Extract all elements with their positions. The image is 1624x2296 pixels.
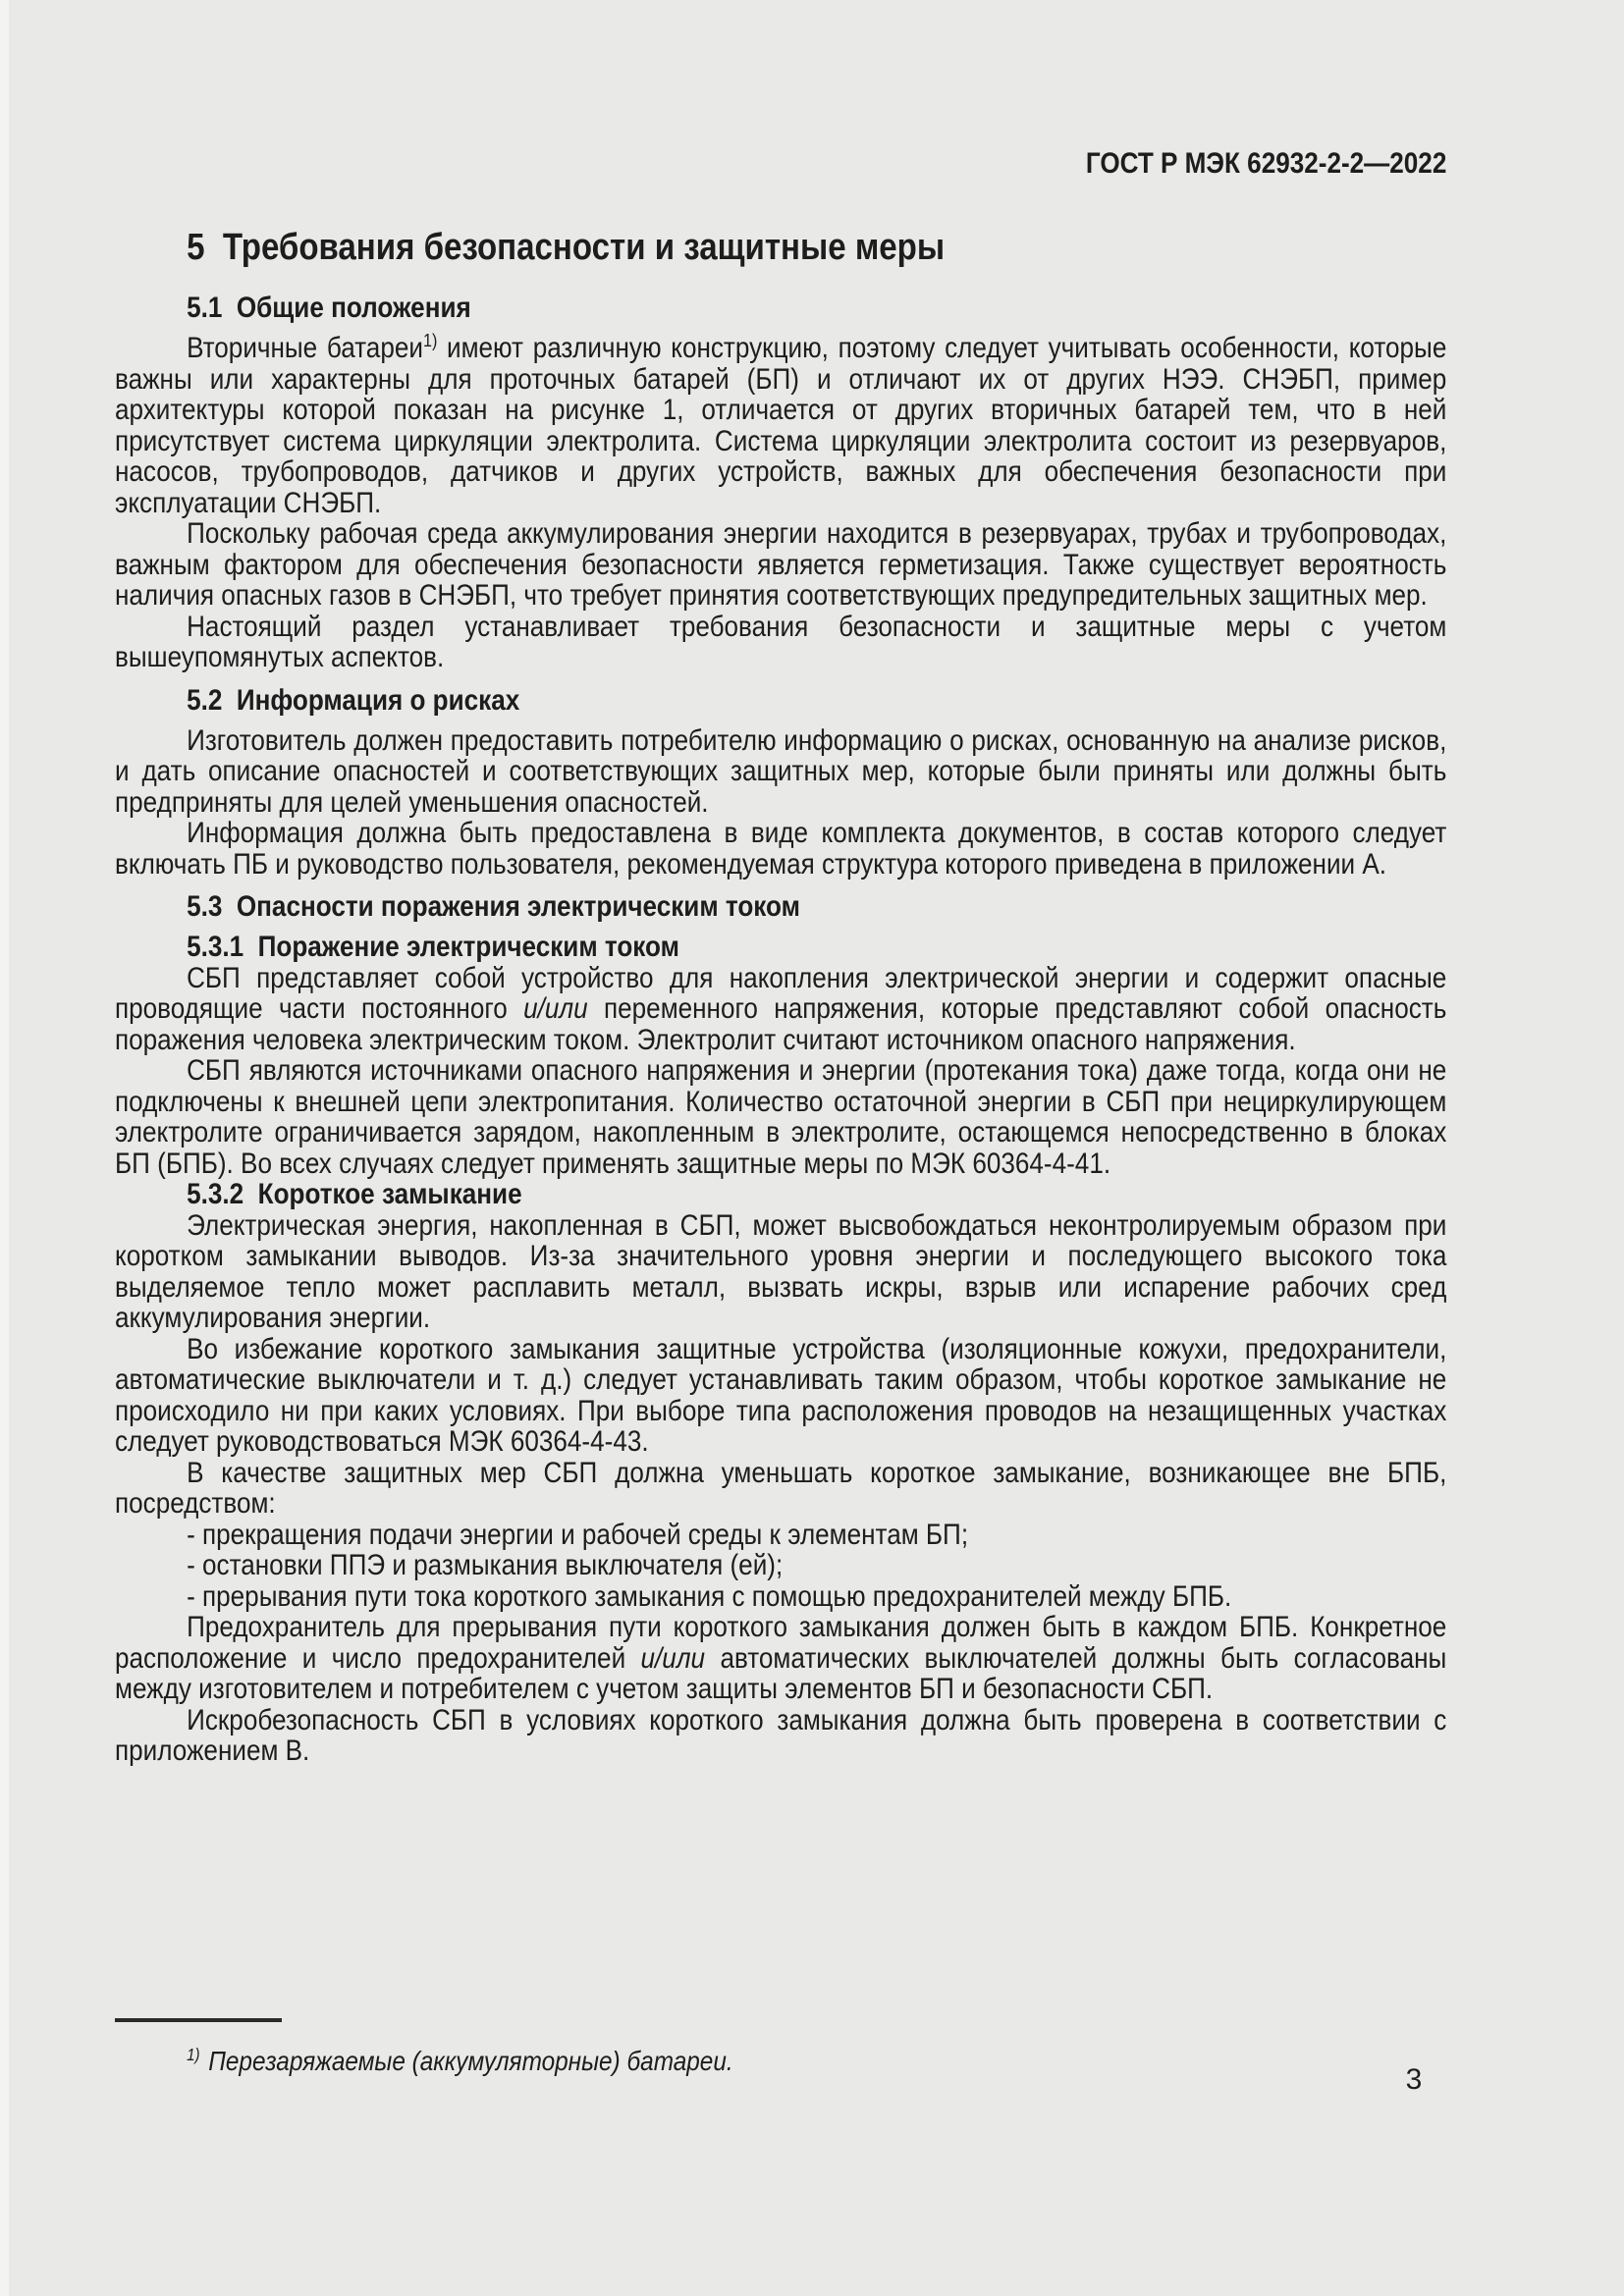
text-segment: имеют различную конструкцию, поэтому следует учитывать особенности, которые важны или характерны для проточных батарей (БП) и отличают их от других НЭЭ. СНЭБП, пример архитектуры которой показан на рисунке 1, отличается от других вторичных батарей тем, что в ней присутствует система циркуляции электролита. Система циркуляции электролита состоит из резервуаров, насосов, трубопроводов, датчиков и других устройств, важных для обеспечения безопасности при эксплуатации СНЭБП. bbox=[115, 332, 1447, 519]
section-heading: 5 Требования безопасности и защитные меры bbox=[187, 227, 946, 268]
paragraph bbox=[115, 1612, 1446, 1705]
text-segment: Вторичные батареи bbox=[187, 332, 423, 364]
list-item: - прерывания пути тока короткого замыкания с помощью предохранителей между БПБ. bbox=[187, 1579, 1232, 1613]
subsection-heading: 5.3 Опасности поражения электрическим током bbox=[187, 890, 800, 923]
paragraph: СБП являются источниками опасного напряжения и энергии (протекания тока) даже тогда, когда они не подключены к внешней цепи электропитания. Количество остаточной энергии в СБП при нециркулирующем электролите ограничивается зарядом, накопленным в электролите, остающемся непосредственно в блоках БП (БПБ). Во всех случаях следует применять защитные меры по МЭК 60364-4-41. bbox=[115, 1054, 1447, 1180]
footnote-reference: 1) bbox=[422, 330, 438, 350]
subsection-heading: 5.1 Общие положения bbox=[187, 292, 471, 324]
paragraph: Электрическая энергия, накопленная в СБП, может высвобождаться неконтролируемым образом при коротком замыкании выводов. Из-за значительного уровня энергии и последующего высокого тока выделяемое тепло может расплавить металл, вызвать искры, взрыв или испарение рабочих сред аккумулирования энергии. bbox=[115, 1208, 1447, 1334]
clause-heading: 5.3.2 Короткое замыкание bbox=[187, 1178, 522, 1210]
italic-text: и/или bbox=[640, 1641, 706, 1675]
paragraph: Во избежание короткого замыкания защитные устройства (изоляционные кожухи, предохранители, автоматические выключатели и т. д.) следует устанавливать таким образом, чтобы короткое замыкание не происходило ни при каких условиях. При выборе типа расположения проводов на незащищенных участках следует руководствоваться МЭК 60364-4-43. bbox=[115, 1332, 1447, 1458]
paragraph: Поскольку рабочая среда аккумулирования энергии находится в резервуарах, трубах и трубопроводах, важным фактором для обеспечения безопасности является герметизация. Также существует вероятность наличия опасных газов в СНЭБП, что требует принятия соответствующих предупредительных защитных мер. bbox=[115, 517, 1447, 612]
footnote-text: Перезаряжаемые (аккумуляторные) батареи. bbox=[208, 2046, 733, 2076]
paragraph bbox=[115, 963, 1446, 1056]
scan-page-edge bbox=[0, 0, 9, 2296]
document-number: ГОСТ Р МЭК 62932-2-2—2022 bbox=[1085, 147, 1447, 180]
page-number: 3 bbox=[1405, 2063, 1423, 2096]
paragraph: Искробезопасность СБП в условиях короткого замыкания должна быть проверена в соответствии с приложением В. bbox=[115, 1703, 1447, 1767]
text-segment: СБП представляет собой устройство для накопления электрической энергии и содержит опасные проводящие части постоянного bbox=[115, 961, 1447, 1025]
paragraph: Настоящий раздел устанавливает требования безопасности и защитные меры с учетом вышеупомянутых аспектов. bbox=[115, 610, 1447, 673]
document-body bbox=[115, 218, 1446, 1767]
footnote bbox=[115, 2046, 1446, 2077]
clause-heading: 5.3.1 Поражение электрическим током bbox=[187, 931, 679, 963]
text-segment: Предохранитель для прерывания пути короткого замыкания должен быть в каждом БПБ. Конкретное расположение и число предохранителей bbox=[115, 1611, 1447, 1675]
list-item: - остановки ППЭ и размыкания выключателя (ей); bbox=[187, 1549, 784, 1581]
paragraph: В качестве защитных мер СБП должна уменьшать короткое замыкание, возникающее вне БПБ, посредством: bbox=[115, 1456, 1447, 1520]
subsection-heading: 5.2 Информация о рисках bbox=[187, 683, 520, 717]
italic-text: и/или bbox=[523, 992, 588, 1025]
list-item: - прекращения подачи энергии и рабочей среды к элементам БП; bbox=[187, 1518, 969, 1551]
footnote-divider bbox=[115, 2018, 282, 2022]
text-segment: переменного напряжения, которые представляют собой опасность поражения человека электрическим током. Электролит считают источником опасного напряжения. bbox=[115, 992, 1447, 1056]
paragraph bbox=[115, 330, 1447, 519]
footnote-marker: 1) bbox=[187, 2044, 200, 2064]
text-segment: автоматических выключателей должны быть согласованы между изготовителем и потребителем с учетом защиты элементов БП и безопасности СБП. bbox=[115, 1641, 1447, 1705]
paragraph: Информация должна быть предоставлена в виде комплекта документов, в состав которого следует включать ПБ и руководство пользователя, рекомендуемая структура которого приведена в приложении А. bbox=[115, 817, 1447, 881]
paragraph: Изготовитель должен предоставить потребителю информацию о рисках, основанную на анализе рисков, и дать описание опасностей и соответствующих защитных мер, которые были приняты или должны быть предприняты для целей уменьшения опасностей. bbox=[115, 723, 1447, 819]
